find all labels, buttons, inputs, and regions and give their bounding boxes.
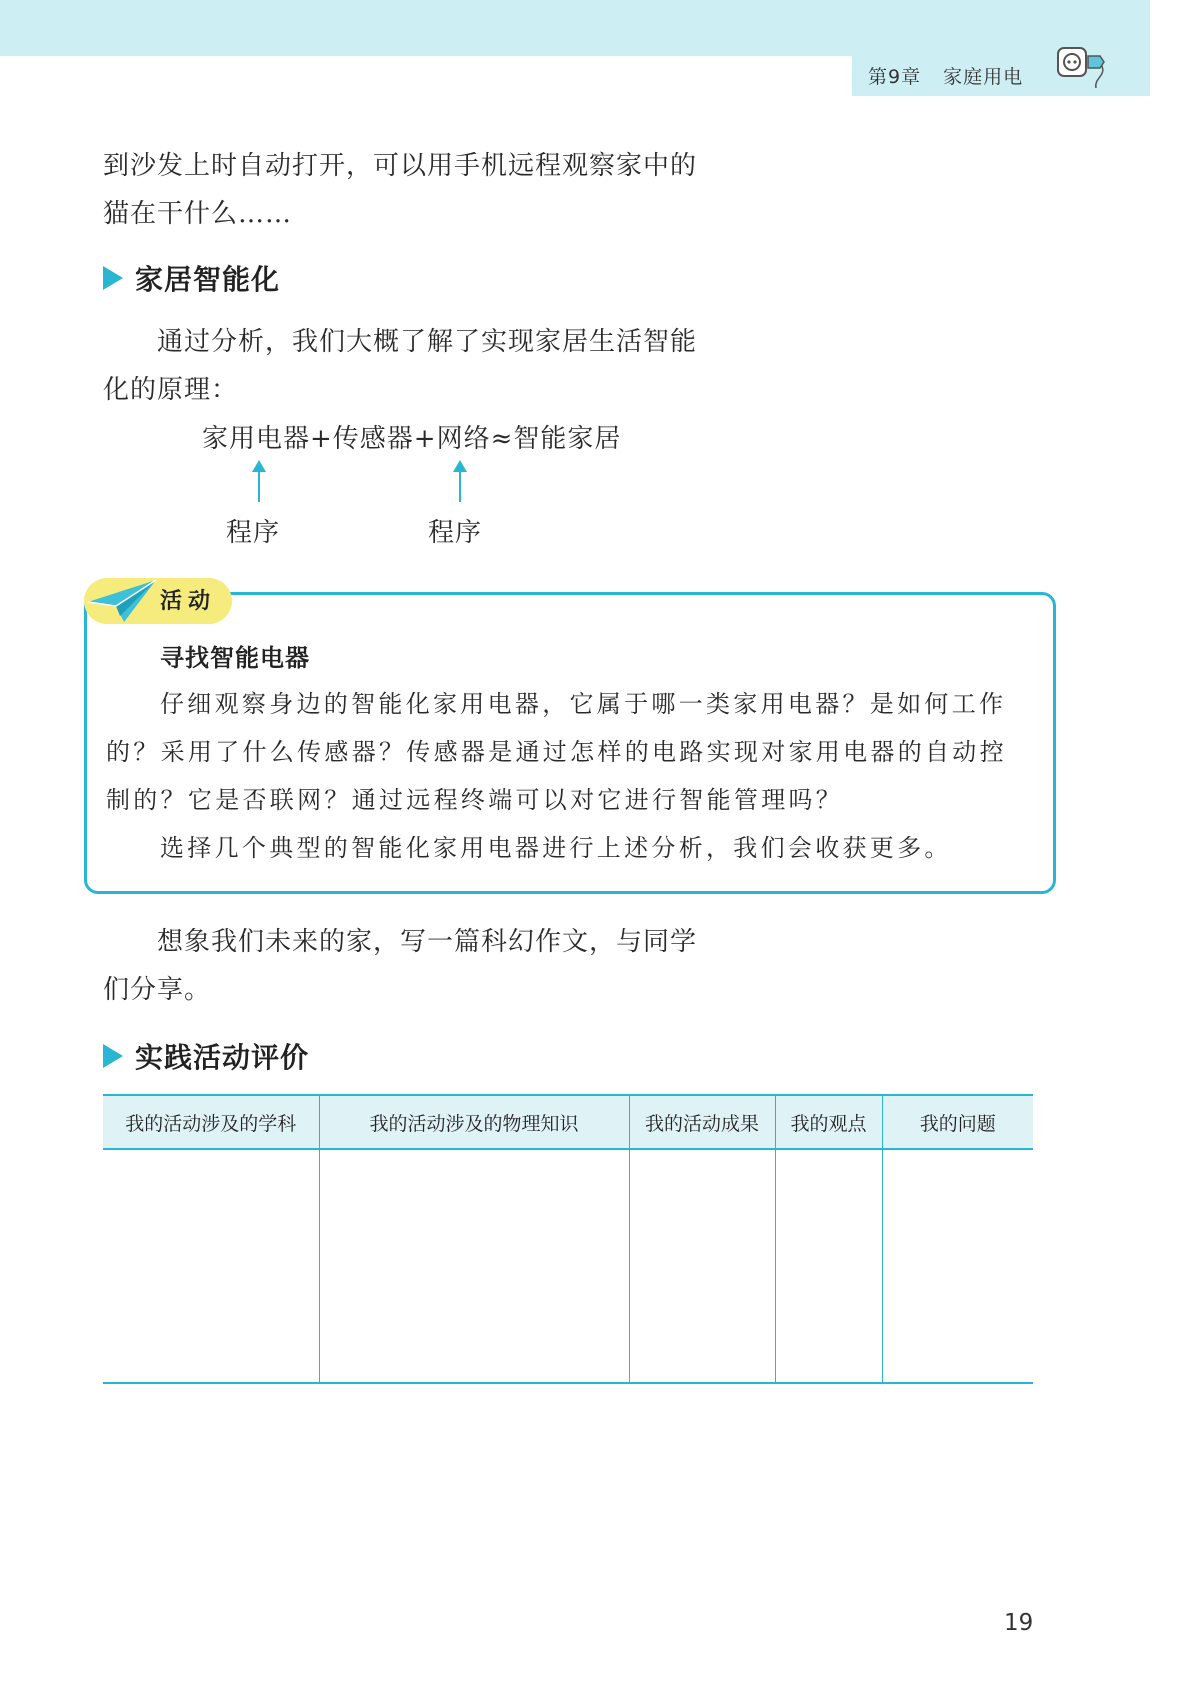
- program-label-1: 程序: [226, 518, 281, 548]
- intro-line-2: 猫在干什么……: [103, 199, 293, 229]
- up-arrow-icon: [258, 468, 260, 502]
- column-header: 我的问题: [882, 1095, 1033, 1149]
- table-cell[interactable]: [882, 1149, 1033, 1383]
- activity-line-4: 选择几个典型的智能化家用电器进行上述分析，我们会收获更多。: [160, 834, 952, 862]
- table-header-row: [103, 1095, 1033, 1149]
- program-label-2: 程序: [428, 518, 483, 548]
- triangle-bullet-icon: [103, 1044, 123, 1068]
- imagine-line-2: 们分享。: [103, 975, 212, 1005]
- paragraph-line-2: 化的原理：: [103, 375, 239, 405]
- plug-socket-icon: [1054, 42, 1110, 94]
- activity-line-2: 的？采用了什么传感器？传感器是通过怎样的电路实现对家用电器的自动控: [106, 738, 1007, 766]
- activity-line-3: 制的？它是否联网？通过远程终端可以对它进行智能管理吗？: [106, 786, 844, 814]
- activity-title: 寻找智能电器: [160, 644, 310, 672]
- intro-line-1: 到沙发上时自动打开，可以用手机远程观察家中的: [103, 151, 698, 181]
- column-header: 我的活动成果: [629, 1095, 775, 1149]
- section-heading-smart-home: [103, 258, 280, 298]
- page-number: 19: [1004, 1610, 1034, 1636]
- table-cell[interactable]: [629, 1149, 775, 1383]
- column-header: 我的活动涉及的物理知识: [319, 1095, 629, 1149]
- activity-tag-label: 活动: [160, 589, 217, 614]
- header-band: [0, 0, 1150, 56]
- chapter-title: 家庭用电: [943, 66, 1024, 88]
- formula: 家用电器+传感器+网络≈智能家居: [202, 424, 622, 454]
- column-header: 我的活动涉及的学科: [103, 1095, 319, 1149]
- activity-line-1: 仔细观察身边的智能化家用电器，它属于哪一类家用电器？是如何工作: [160, 690, 1007, 718]
- column-header: 我的观点: [775, 1095, 882, 1149]
- table-cell[interactable]: [775, 1149, 882, 1383]
- triangle-bullet-icon: [103, 266, 123, 290]
- table-cell[interactable]: [103, 1149, 319, 1383]
- evaluation-table: [103, 1094, 1033, 1384]
- table-row: [103, 1149, 1033, 1383]
- paragraph-line-1: 通过分析，我们大概了解了实现家居生活智能: [157, 327, 698, 357]
- section-title: 家居智能化: [135, 263, 281, 296]
- imagine-line-1: 想象我们未来的家，写一篇科幻作文，与同学: [157, 927, 698, 957]
- chapter-label: [868, 62, 1023, 89]
- section-title: 实践活动评价: [135, 1041, 310, 1074]
- section-heading-evaluation: [103, 1036, 309, 1076]
- paper-plane-icon: [84, 576, 164, 628]
- chapter-number: 第9章: [868, 66, 922, 88]
- up-arrow-icon: [459, 468, 461, 502]
- table-cell[interactable]: [319, 1149, 629, 1383]
